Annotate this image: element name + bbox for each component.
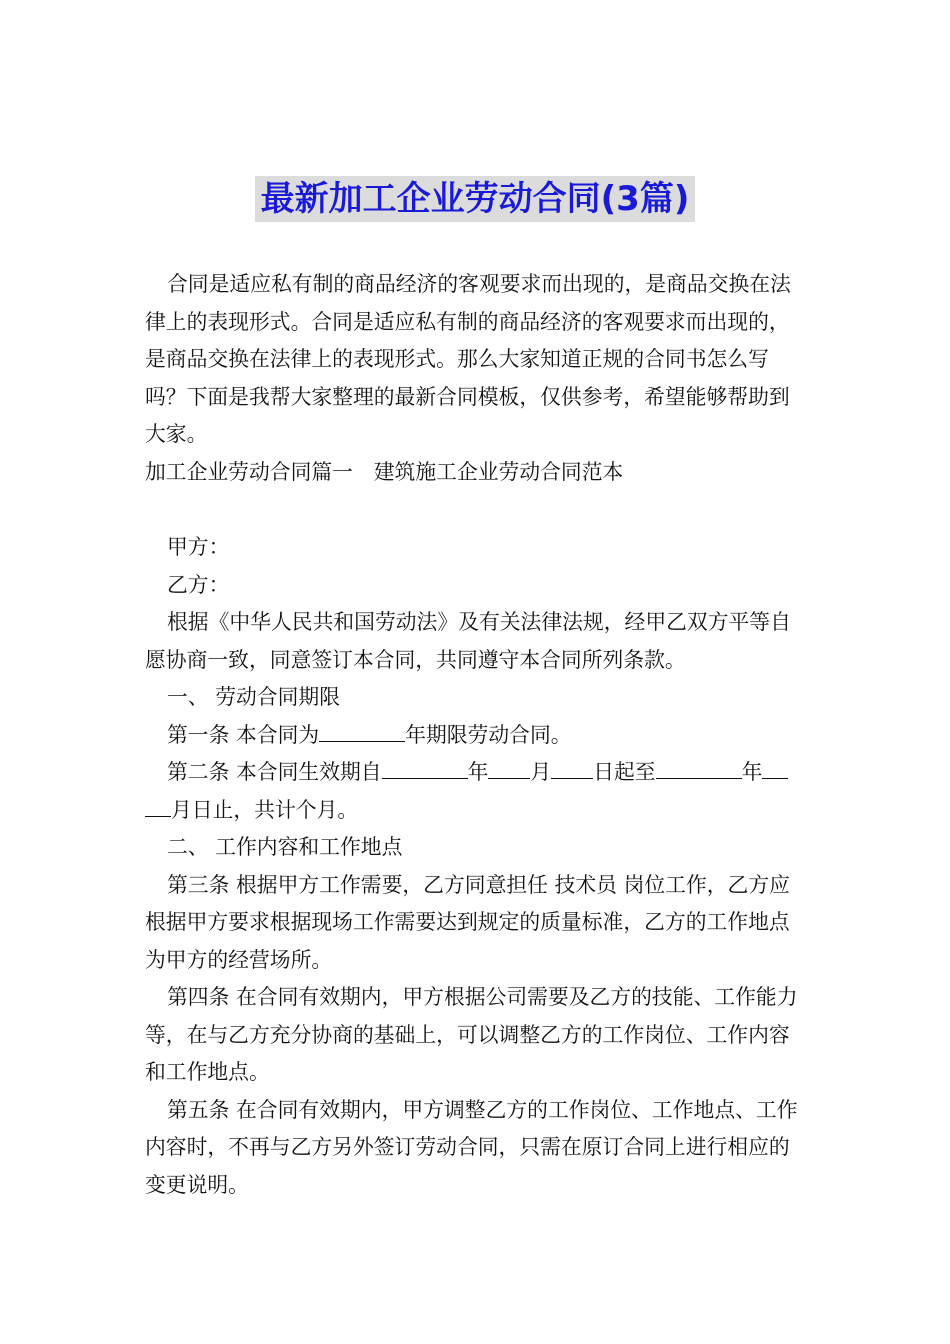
party-b-line: 乙方：: [167, 572, 230, 597]
document-title: 最新加工企业劳动合同(3篇): [255, 176, 696, 222]
blank-field: [656, 756, 742, 779]
article-1: [145, 717, 810, 755]
part1-heading: 一、 劳动合同期限: [167, 685, 340, 709]
blank-field: [488, 756, 530, 779]
article-2-day-to: 日起至: [593, 760, 656, 784]
article-5: 第五条 在合同有效期内，甲方调整乙方的工作岗位、工作地点、工作内容时，不再与乙方另外签订劳动合同，只需在原订合同上进行相应的变更说明。: [145, 1097, 798, 1197]
intro-paragraph: 合同是适应私有制的商品经济的客观要求而出现的，是商品交换在法律上的表现形式。合同是适应私有制的商品经济的客观要求而出现的，是商品交换在法律上的表现形式。那么大家知道正规的合同书怎么写吗？下面是我帮大家整理的最新合同模板，仅供参考，希望能够帮助到大家。: [145, 272, 791, 446]
article-2-tail: 月日止，共计个月。: [171, 797, 359, 822]
article-3: 第三条 根据甲方工作需要，乙方同意担任 技术员 岗位工作，乙方应根据甲方要求根据现场工作需要达到规定的质量标准，乙方的工作地点为甲方的经营场所。: [145, 872, 790, 972]
article-2-year: 年: [467, 760, 489, 784]
blank-field: [551, 756, 593, 779]
blank-field: [382, 756, 468, 779]
blank-field: [319, 719, 405, 742]
article-1-text-b: 年期限劳动合同。: [405, 722, 572, 747]
party-a-line: 甲方：: [167, 535, 230, 559]
document-body: [145, 266, 810, 1204]
article-4: 第四条 在合同有效期内，甲方根据公司需要及乙方的技能、工作能力等，在与乙方充分协商的基础上，可以调整乙方的工作岗位、工作内容和工作地点。: [145, 985, 798, 1084]
preamble-paragraph: 根据《中华人民共和国劳动法》及有关法律法规，经甲乙双方平等自愿协商一致，同意签订本合同，共同遵守本合同所列条款。: [145, 610, 791, 672]
article-1-text-a: 第一条 本合同为: [167, 722, 320, 747]
article-2-text-a: 第二条 本合同生效期自: [167, 760, 382, 784]
title-container: [0, 176, 950, 222]
blank-field: [762, 756, 788, 779]
article-2-year-2: 年: [741, 760, 763, 784]
section-heading: 加工企业劳动合同篇一 建筑施工企业劳动合同范本: [145, 459, 624, 484]
article-2-month: 月: [530, 760, 552, 784]
article-2: [145, 754, 810, 829]
blank-field: [145, 794, 171, 817]
blank-line: [145, 491, 810, 529]
part2-heading: 二、 工作内容和工作地点: [167, 835, 403, 859]
